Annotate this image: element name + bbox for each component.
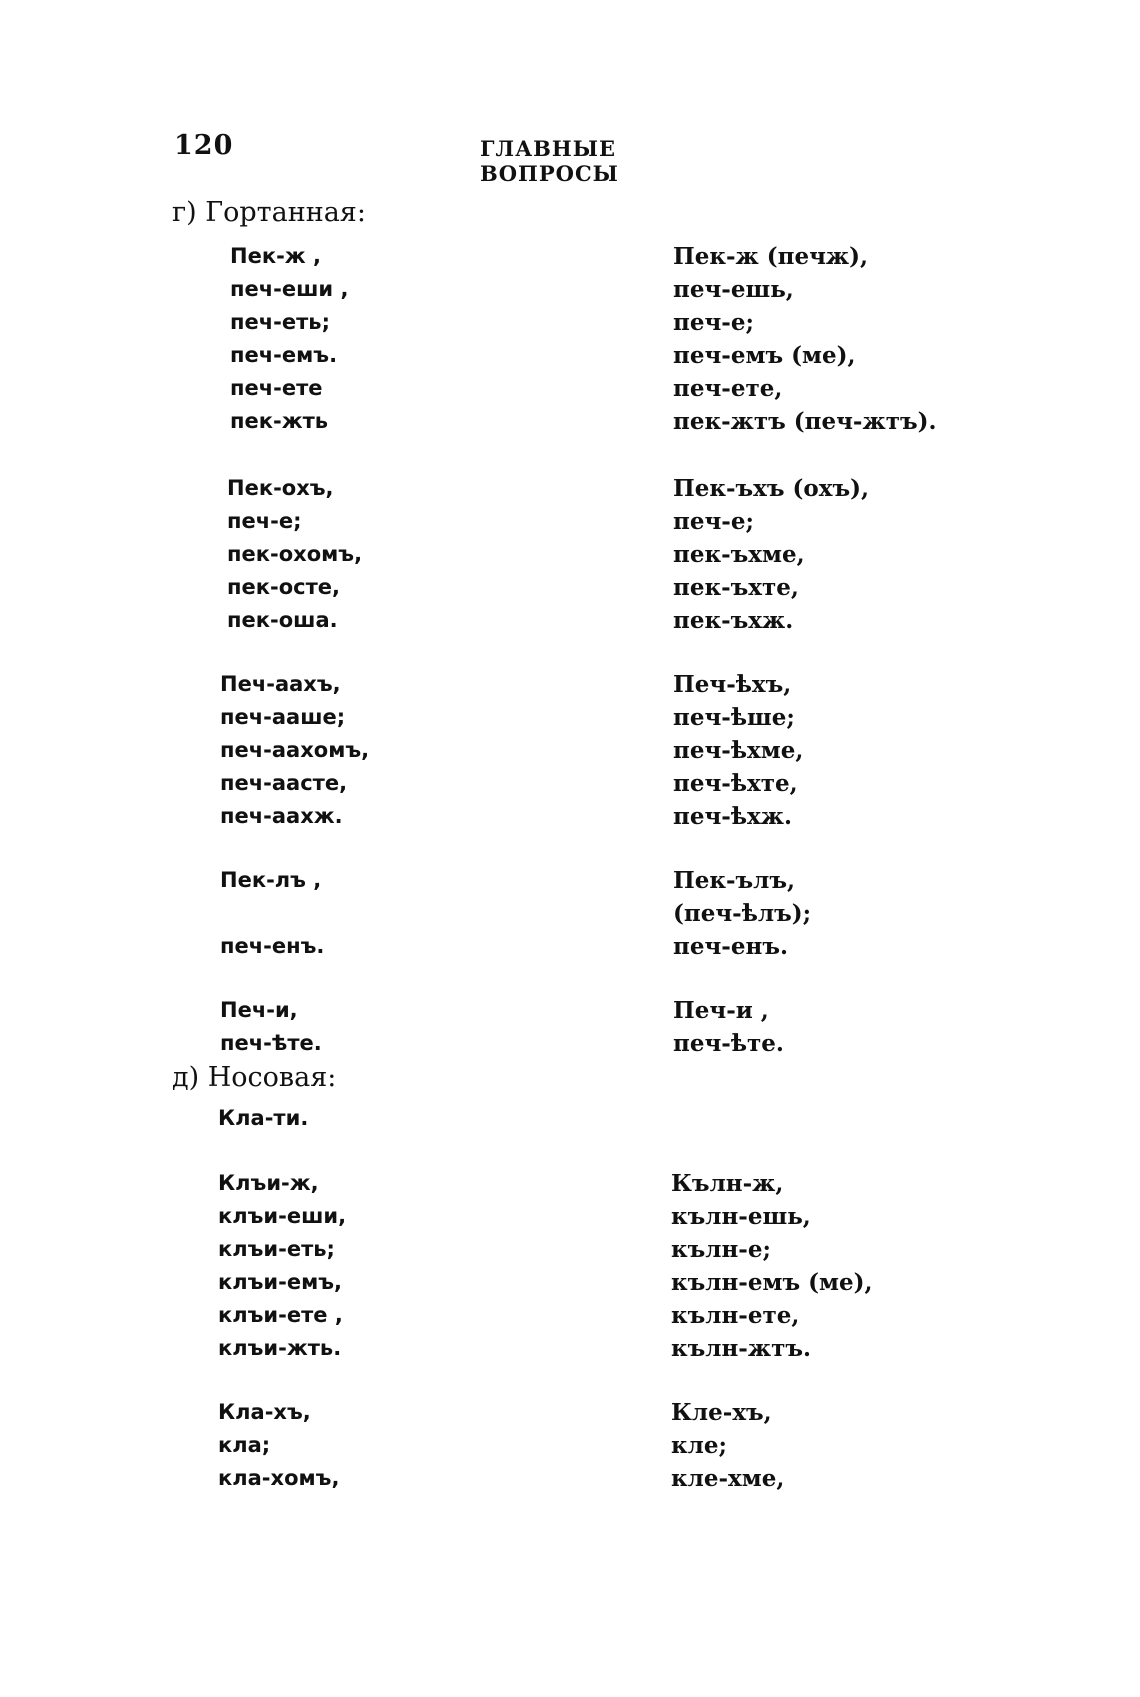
conjugation-block-right	[671, 1396, 784, 1495]
conjugation-line: печ-е;	[673, 309, 754, 336]
conjugation-line: (печ-ѣлъ);	[673, 900, 812, 927]
conjugation-line: Кла-хъ,	[218, 1400, 311, 1424]
conjugation-line: печ-ѣхж.	[673, 803, 792, 830]
conjugation-block-left	[218, 1167, 346, 1365]
conjugation-block-left	[230, 240, 348, 438]
conjugation-line: Кълн-ж,	[671, 1170, 784, 1197]
conjugation-line: печ-ѣте.	[220, 1031, 322, 1055]
conjugation-line: пек-жтъ (печ-жтъ).	[673, 408, 937, 435]
conjugation-block-right	[673, 240, 937, 438]
conjugation-line: кла;	[218, 1433, 271, 1457]
conjugation-line: печ-енъ.	[220, 934, 325, 958]
conjugation-line: печ-ешь,	[673, 276, 794, 303]
page-number: 120	[174, 130, 234, 161]
section-label-nasal: д) Носовая:	[172, 1062, 337, 1093]
conjugation-line: печ-аахж.	[220, 804, 343, 828]
conjugation-line: Кла-ти.	[218, 1106, 309, 1130]
conjugation-line: Пек-лъ ,	[220, 868, 322, 892]
conjugation-line: кълн-ешь,	[671, 1203, 811, 1230]
conjugation-line: Пек-ълъ,	[673, 867, 796, 894]
conjugation-line: клъи-жть.	[218, 1336, 342, 1360]
conjugation-line: печ-аахомъ,	[220, 738, 370, 762]
conjugation-block-right	[673, 864, 811, 963]
conjugation-line: Печ-аахъ,	[220, 672, 341, 696]
conjugation-line: пек-ъхме,	[673, 541, 805, 568]
conjugation-line: Пек-ж (печж),	[673, 243, 869, 270]
running-head: ГЛАВНЫЕ ВОПРОСЫ	[480, 136, 619, 186]
conjugation-line: Пек-ж ,	[230, 244, 321, 268]
conjugation-line: кле;	[671, 1432, 727, 1459]
conjugation-block-left	[220, 930, 324, 963]
conjugation-line: печ-ѣше;	[673, 704, 795, 731]
conjugation-line: печ-ете	[230, 376, 323, 400]
conjugation-line: печ-еть;	[230, 310, 330, 334]
conjugation-line: печ-емъ.	[230, 343, 338, 367]
conjugation-line: кле-хме,	[671, 1465, 785, 1492]
conjugation-line: Пек-охъ,	[227, 476, 334, 500]
conjugation-line: печ-аасте,	[220, 771, 348, 795]
conjugation-line: печ-емъ (ме),	[673, 342, 856, 369]
conjugation-line: кълн-ете,	[671, 1302, 800, 1329]
conjugation-line: Клъи-ж,	[218, 1171, 319, 1195]
conjugation-line: кла-хомъ,	[218, 1466, 340, 1490]
conjugation-line: печ-ѣхте,	[673, 770, 798, 797]
conjugation-line: печ-ете,	[673, 375, 783, 402]
conjugation-line: Пек-ъхъ (охъ),	[673, 475, 869, 502]
conjugation-line: кълн-емъ (ме),	[671, 1269, 873, 1296]
conjugation-block-right	[671, 1167, 873, 1365]
conjugation-line: клъи-ете ,	[218, 1303, 343, 1327]
conjugation-block-right	[673, 472, 869, 637]
conjugation-block-left	[227, 472, 362, 637]
conjugation-line: Печ-и,	[220, 998, 298, 1022]
conjugation-line: пек-оша.	[227, 608, 338, 632]
conjugation-block-left	[218, 1102, 308, 1135]
conjugation-line: кълн-жтъ.	[671, 1335, 811, 1362]
conjugation-line: печ-ѣте.	[673, 1030, 784, 1057]
conjugation-line: печ-еши ,	[230, 277, 349, 301]
conjugation-line: пек-ъхте,	[673, 574, 799, 601]
conjugation-line: печ-е;	[673, 508, 754, 535]
conjugation-line: клъи-емъ,	[218, 1270, 343, 1294]
conjugation-block-left	[220, 994, 322, 1060]
conjugation-block-left	[218, 1396, 339, 1495]
conjugation-line: Кле-хъ,	[671, 1399, 772, 1426]
conjugation-line: кълн-е;	[671, 1236, 771, 1263]
conjugation-line: клъи-еть;	[218, 1237, 335, 1261]
conjugation-line: печ-е;	[227, 509, 302, 533]
conjugation-line: пек-охомъ,	[227, 542, 363, 566]
conjugation-line: пек-жть	[230, 409, 329, 433]
conjugation-block-left	[220, 864, 321, 897]
section-label-guttural: г) Гортанная:	[172, 197, 366, 228]
conjugation-block-right	[673, 668, 803, 833]
conjugation-block-right	[673, 994, 784, 1060]
conjugation-line: печ-енъ.	[673, 933, 788, 960]
conjugation-line: Печ-ѣхъ,	[673, 671, 792, 698]
conjugation-line: Печ-и ,	[673, 997, 769, 1024]
conjugation-line: клъи-еши,	[218, 1204, 347, 1228]
conjugation-block-left	[220, 668, 369, 833]
conjugation-line: печ-ааше;	[220, 705, 346, 729]
conjugation-line: печ-ѣхме,	[673, 737, 804, 764]
conjugation-line: пек-ъхж.	[673, 607, 794, 634]
conjugation-line: пек-осте,	[227, 575, 340, 599]
